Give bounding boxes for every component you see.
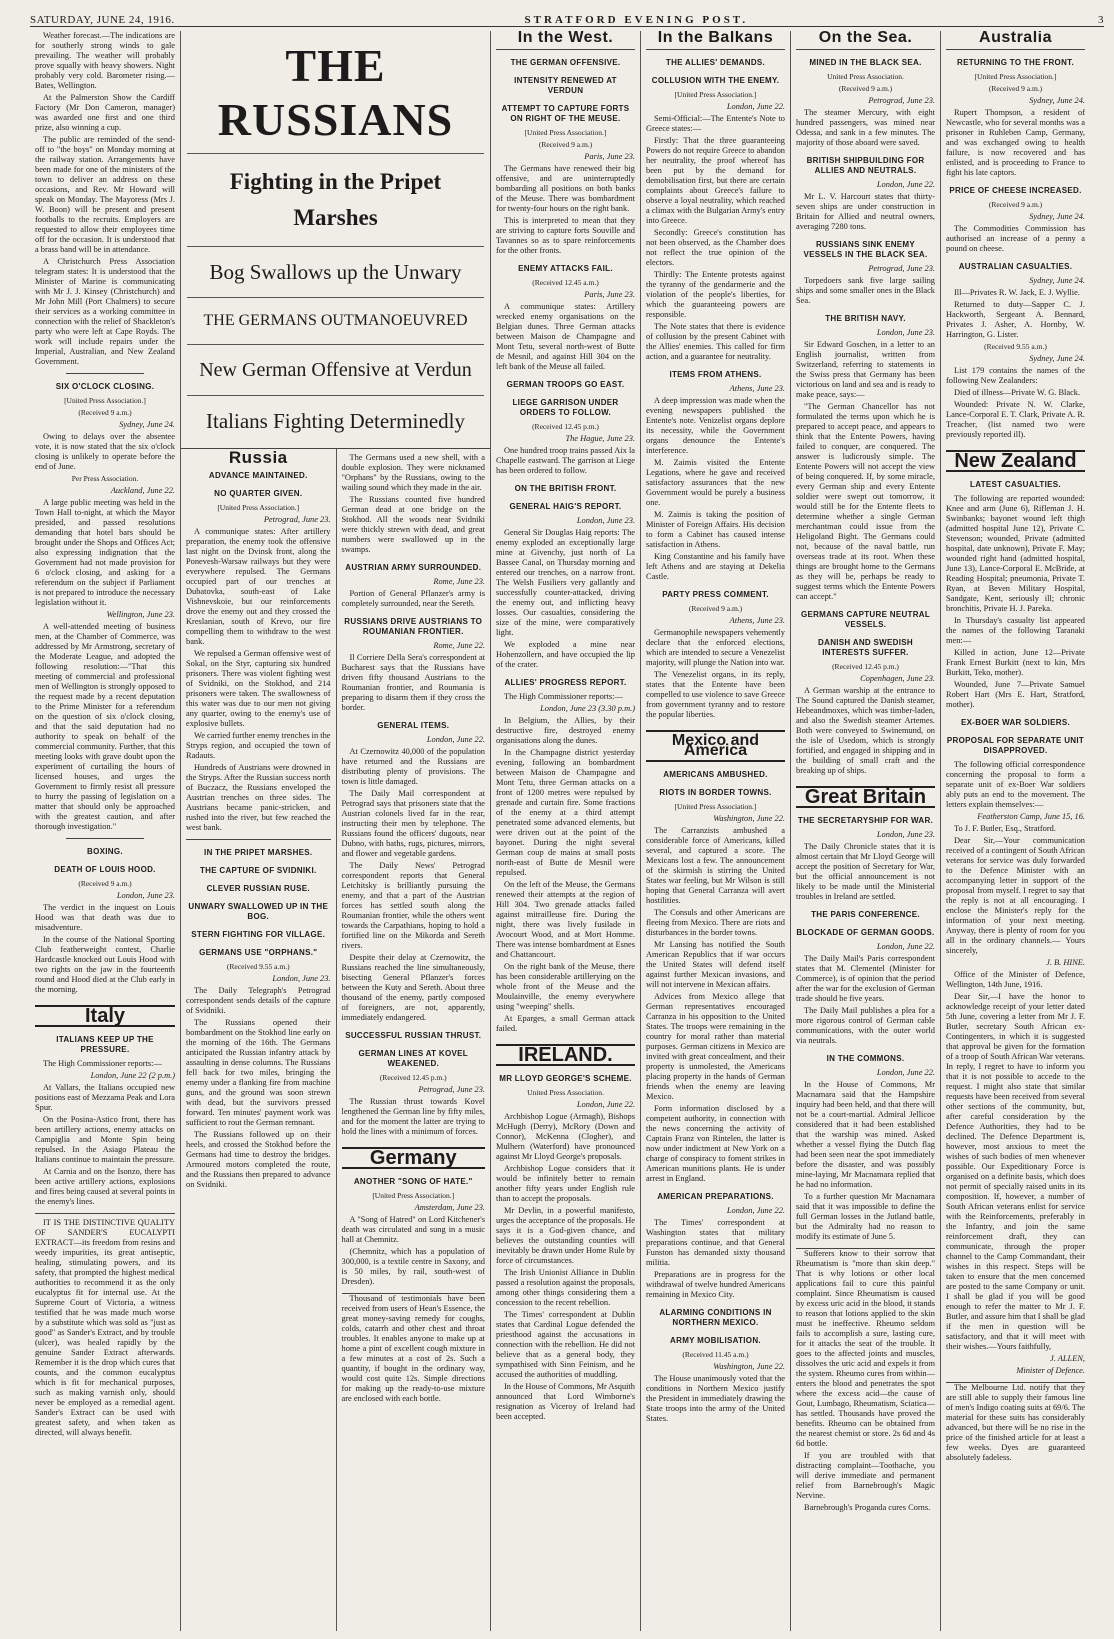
article-paragraph: In Thursday's casualty list appeared the names of the following Taranaki men:— xyxy=(946,616,1085,645)
subheading: BRITISH SHIPBUILDING FOR ALLIES AND NEUTRALS. xyxy=(806,156,925,175)
article-paragraph: Despite their delay at Czernowitz, the Russians reached the line simultaneously, bisecting General Pflanzer's forces between the Kuty and Sereth. About three thousand of the enemy, partly composed of foreigners, are not, apparently, immediately endangered. xyxy=(341,953,485,1022)
article-paragraph: Secondly: Greece's constitution has not been observed, as the Chamber does not reflect the true opinion of the electors. xyxy=(646,228,785,267)
signature: J. B. HINE. xyxy=(1046,958,1085,967)
article-paragraph: Semi-Official:—The Entente's Note to Greece states:— xyxy=(646,114,785,133)
outmanoeuvred-headline: THE GERMANS OUTMANOEUVRED xyxy=(203,312,468,329)
mexico-heading: Mexico and America xyxy=(646,730,785,762)
article-paragraph: Wounded, June 7—Private Samuel Robert Hart (Mrs E. Hart, Stratford, mother). xyxy=(946,680,1085,709)
article-paragraph: We exploded a mine near Hohenzollern, and have occupied the lip of the crater. xyxy=(496,640,635,669)
dateline: London, June 22. xyxy=(726,1206,785,1215)
article-paragraph: The Russians opened their bombardment on the Stokhod line early on the morning of the 16th. The Germans anticipated the Russian infantry attack by assaulting in dense columns. The Russians fell back for two miles, bringing the enemy under a flanking fire from machine guns, and the ground was soon strewn with dead, but the survivors pressed forward. Ten minutes' payment work was sufficient to rout the German remnant. xyxy=(186,1018,331,1127)
received-time: (Received 9.55 a.m.) xyxy=(984,342,1047,351)
ireland-heading: IRELAND. xyxy=(496,1044,635,1066)
subheading: LATEST CASUALTIES. xyxy=(970,480,1061,489)
article-paragraph: General Sir Douglas Haig reports: The enemy exploded an exceptionally large mine at Givenchy, just north of La Bassee Canal, on Thursday morning and entered our trenches, on a narrow front. The Welsh Fusiliers very gallantly and successfully counter-attacked, driving the enemy out, and inflicting heavy losses. Our casualties, considering the size of the mine, were comparatively light. xyxy=(496,528,635,637)
article-paragraph: Firstly: That the three guaranteeing Powers do not require Greece to abandon her neutrality, the proof whereof has been put by the demand for demobilisation first, but there are certain complaints about Greece's failure to observe a loyal neutrality, which reached a climax with the Bulgarian Army's entry into Greece. xyxy=(646,136,785,225)
subheading: NO QUARTER GIVEN. xyxy=(214,489,303,498)
dateline: Paris, June 23. xyxy=(584,152,635,161)
column-balkans xyxy=(640,31,790,1631)
article-paragraph: On the left of the Meuse, the Germans renewed their attempts at the region of Hill 304. Two grenade attacks failed against mitrailleuse fire. During the night, there was lively fusilade in Avocourt Wood, and at Mort Homme. There was intense bombardment at Esnes and Chattancourt. xyxy=(496,880,635,959)
article-paragraph: The Note states that there is evidence of collusion by the present Cabinet with the Allies' enemies. This called for firm action, and a guarantee for neutrality. xyxy=(646,322,785,361)
article-paragraph: Archbishop Logue (Armagh), Bishops McHugh (Derry), McRory (Down and Connor), McKenna (Clogher), and Mulhern (Waterford) have pronounced against Mr Lloyd George's proposals. xyxy=(496,1112,635,1161)
issue-date: SATURDAY, JUNE 24, 1916. xyxy=(30,14,175,26)
article-paragraph: A communique states: After artillery preparation, the enemy took the offensive last night on the Dvinsk front, along the Ponevesh-Warsaw railways but they were everywhere repulsed. The Germans occupied part of our trenches at Dubatovka, south-east of Lake Vishnevskoie, but our reinforcements drove the enemy out and they crossed the Kreslanian, south of Krevo, our fire compelling them to withdraw to the west bank. xyxy=(186,527,331,646)
article-paragraph: Il Corriere Della Sera's correspondent at Bucharest says that the Russians have driven fifty thousand Austrians to the Roumanian frontier, and Roumania is preparing to disarm them if they cross the border. xyxy=(341,653,485,712)
subheading: THE BRITISH NAVY. xyxy=(825,314,906,323)
dateline: Petrograd, June 23. xyxy=(263,515,331,524)
dateline: The Hague, June 23. xyxy=(565,434,635,443)
column-russians xyxy=(180,31,490,1631)
article-paragraph: The Times' correspondent at Dublin states that Cardinal Logue defended the priesthood against the accusations in connection with the rebellion. He did not believe that as a general body, they sympathised with Sinn Feinism, and he accused the authorities of muddling. xyxy=(496,1310,635,1379)
corns-advert: Barnebrough's Proganda cures Corns. xyxy=(804,1503,931,1512)
article-paragraph: The Germans used a new shell, with a double explosion. They were nicknamed "Orphans" by the Russians, owing to the wailing sound which they made in the air. xyxy=(341,453,485,492)
subheading: GENERAL HAIG'S REPORT. xyxy=(509,502,622,511)
article-paragraph: Hundreds of Austrians were drowned in the Stryps. After the Russian success north of Buczacz, the Russians enveloped the Austrian trenches on three sides. The Austrians became panic-stricken, and rushed into the river, but few reached the west bank. xyxy=(186,763,331,832)
subheading: BLOCKADE OF GERMAN GOODS. xyxy=(796,928,935,937)
dateline: London, June 23. xyxy=(876,830,935,839)
italy-subheading: ITALIANS KEEP UP THE PRESSURE. xyxy=(56,1035,154,1054)
column-west xyxy=(490,31,640,1631)
dateline: Sydney, June 24. xyxy=(1029,354,1085,363)
subheading: EX-BOER WAR SOLDIERS. xyxy=(961,718,1070,727)
subheading: ADVANCE MAINTAINED. xyxy=(208,471,308,480)
article-paragraph: The High Commissioner reports:— xyxy=(504,692,623,701)
article-paragraph: The Times' correspondent at Washington states that military preparations continue, and that General Funston has demanded sixty thousand militia. xyxy=(646,1218,785,1267)
subheading: IN THE PRIPET MARSHES. xyxy=(204,848,313,857)
pripet-headline: Fighting in the Pripet Marshes xyxy=(229,169,442,230)
subheading: CLEVER RUSSIAN RUSE. xyxy=(206,884,310,893)
article-paragraph: The Russian thrust towards Kovel lengthened the German line by fifty miles, and for the moment the latter are trying to hold the lines with a minimum of forces. xyxy=(341,1097,485,1136)
article-paragraph: "The German Chancellor has not formulated the terms upon which he is prepared to accept peace, and appears to think that the Entente Powers, having failed to conquer, are conquered. The answer is ludicrously simple. The Entente Powers will not accept the view of being conquered. If, by some miracle, every German ship and every Entente soldier were swept out tomorrow, it would still be for the Entente fleets to determine whether a single German merchantman could issue from the Heligoland Bight. The Germans could not, because of the naval battle, run overseas trade at its root. When these things are brought home to the Germans as they will be, perhaps be ready to suggest terms which the Entente Powers can accept." xyxy=(796,402,935,601)
press-credit: [United Press Association.] xyxy=(974,72,1057,81)
received-time: (Received 9 a.m.) xyxy=(78,879,132,888)
masthead xyxy=(30,8,1104,27)
article-paragraph: At Vallars, the Italians occupied new positions east of Mezzama Peak and Lora Spur. xyxy=(35,1083,175,1112)
article-paragraph: The Russians counted five hundred German dead at one bridge on the Stokhod. All the woods near Svidniki were thickly strewn with dead, and great numbers were swallowed up in the swamps. xyxy=(341,495,485,554)
boxing-subheading: DEATH OF LOUIS HOOD. xyxy=(54,865,156,874)
article-paragraph: In the House of Commons, Mr Macnamara said that the Hampshire inquiry had been held, and that there will not be a court-martial. Admiral Jellicoe considered that it had been established that the warship was mined. Asked whether a vessel flying the Dutch flag had been seen near the spot immediately before the disaster, and was possibly mine-laying, Mr Macnamara replied that he had no information. xyxy=(796,1080,935,1189)
dateline: Auckland, June 22. xyxy=(110,486,175,495)
subheading: ARMY MOBILISATION. xyxy=(670,1336,761,1345)
column-russia-left xyxy=(181,449,336,1631)
article-paragraph: Germanophile newspapers vehemently declare that the enforced elections, which are intended to secure a Venezelist majority, will plunge the Nation into war. xyxy=(646,628,785,667)
subheading: IN THE COMMONS. xyxy=(826,1054,905,1063)
subheading: ATTEMPT TO CAPTURE FORTS ON RIGHT OF THE MEUSE. xyxy=(501,104,630,123)
article-paragraph: A deep impression was made when the evening newspapers published the Entente's note. Venizelist organs deplore its necessity, while the Government organs denounce the Entente's interference. xyxy=(646,396,785,455)
article-paragraph: At Eparges, a small German attack failed. xyxy=(496,1014,635,1033)
dateline: Sydney, June 24. xyxy=(1029,212,1085,221)
article-paragraph: In the Champagne district yesterday evening, following an bombardment between Maison de Champagne and Mont Tetu, three German attacks on a front of 1200 metres were repulsed by grenade and curtain fire. Some fractions of the enemy at a third attempt penetrated some advanced elements, but were driven out at the point of the bayonet. During the night several German coup de mains at small posts north-east of Butte de Mesnil were repulsed. xyxy=(496,748,635,877)
article-paragraph: The Germans have renewed their big offensive, and are uninterruptedly bombarding all positions on both banks of the Meuse. There was bombardment for twenty-four hours on the right bank. xyxy=(496,164,635,213)
article-paragraph: Dear Sir,—I have the honor to acknowledge receipt of your letter dated 5th June, covering a letter from Mr J. F. Butler, secretary South African ex-Contingenters, in which it is suggested that approval be given for the formation of a troop of South African War veterans. In reply, I regret to have to inform you that it is not possible to accede to the request. I might also state that similar requests have been received from several other sections of the community, but, after careful consideration by the Defence Authorities, they had to be declined. The Defence Department is, however, most anxious to meet the wishes of such bodies of men whenever possible. Our Expeditionary Force is organised on a definite basis, which does not permit of specially raised units in its composition. If, however, a number of South African veterans enlist for service with the Reinforcements, preferably in the Infantry, and join the same reinforcement draft, they can communicate, through the proper channel to the Camp Commandant, their wishes in this respect. Steps will be taken to ensure that the men concerned are posted to the same Company or unit. I shall be glad if you will be good enough to refer the matter to Mr J. F. Butler, and assure him that I shall be glad if the men in question will be satisfactory, and that it will meet with their wishes.—Yours faithfully, xyxy=(946,992,1085,1351)
balkans-heading: In the Balkans xyxy=(657,31,774,46)
subheading: GERMAN LINES AT KOVEL WEAKENED. xyxy=(358,1049,468,1068)
article-paragraph: The Russians followed up on their heels, and crossed the Stokhod before the Germans had time to destroy the bridges. Armoured motors completed the route, and the Russians then prepared to advance on Svidniki. xyxy=(186,1130,331,1189)
dateline: London, June 22. xyxy=(726,102,785,111)
subheading: INTENSITY RENEWED AT VERDUN xyxy=(514,76,617,95)
received-time: (Received 9 a.m.) xyxy=(78,408,132,417)
heans-essence-advert: Thousand of testimonials have been received from users of Hean's Essence, the great money-saving remedy for coughs, colds, catarrh and other chest and throat troubles. It enables anyone to make up at home a pint of excellent cough mixture in a few minutes at a cost of 2s. Such a quantity, if bought in the ordinary way, would cost quite 12s. Simple directions for making up the ready-to-use mixture are enclosed with each bottle. xyxy=(341,1294,485,1403)
column-local-news xyxy=(30,31,180,1631)
dateline: Featherston Camp, June 15, 16. xyxy=(977,812,1085,821)
received-time: (Received 12.45 p.m.) xyxy=(532,422,599,431)
article-paragraph: King Constantine and his family have left Athens and are staying at Dekelia Castle. xyxy=(646,552,785,581)
subheading: PROPOSAL FOR SEPARATE UNIT DISAPPROVED. xyxy=(946,736,1085,755)
received-time: (Received 11.45 a.m.) xyxy=(682,1350,749,1359)
subheading: AMERICAN PREPARATIONS. xyxy=(657,1192,774,1201)
dateline: London, June 22. xyxy=(876,942,935,951)
dateline: London, June 23. xyxy=(272,974,331,983)
received-time: (Received 9.55 a.m.) xyxy=(226,962,290,971)
subheading: GERMANS CAPTURE NEUTRAL VESSELS. xyxy=(800,610,931,629)
article-paragraph: Owing to delays over the absentee vote, it is now stated that the six o'clock closing is unlikely to operate before the end of June. xyxy=(35,432,175,471)
subheading: GENERAL ITEMS. xyxy=(377,721,450,730)
article-paragraph: Thirdly: The Entente protests against the tyranny of the gendarmerie and the violation of the people's liberties, for which the guaranteeing powers are responsible. xyxy=(646,270,785,319)
dateline: Petrograd, June 23. xyxy=(868,96,935,105)
article-paragraph: At Carnia and on the Isonzo, there has been active artillery actions, explosions and fires being caused at several points in the enemy's lines. xyxy=(35,1167,175,1206)
subheading: RUSSIANS DRIVE AUSTRIANS TO ROUMANIAN FRONTIER. xyxy=(344,617,483,636)
bog-headline: Bog Swallows up the Unwary xyxy=(209,260,462,284)
dateline: London, June 22. xyxy=(426,735,485,744)
article-paragraph: In the House of Commons, Mr Asquith announced that Lord Wimborne's resignation as Viceroy of Ireland had been accepted. xyxy=(496,1382,635,1421)
article-paragraph: On the right bank of the Meuse, there has been considerable artillerying on the whole front of the Meuse and the Moulainville, the enemy everywhere using "weeping" shells. xyxy=(496,962,635,1011)
article-paragraph: The following are reported wounded: Knee and arm (June 6), Rifleman J. H. Swinbanks; bayonet wound left thigh (admitted hospital June 12), Private C. Stevenson; wounded, Private (admitted hospital, date unknown), Private F. May; wounded right hand (admitted hospital, June 13), Lance-Corporal E. McBride, at Reading Hospital; pneumonia, Private T. Ryan, at Beven Military Hospital, Sandgate, Kent, seriously ill; chronic bronchitis, Private H. J. Pareka. xyxy=(946,494,1085,613)
press-credit: [United Press Association.] xyxy=(372,1191,455,1200)
signature: Minister of Defence. xyxy=(1016,1366,1085,1375)
toothache-advert: If you are troubled with that distracting complaint—Toothache, you will derive immediate and permanent relief from Barnebrough's Magic Nervine. xyxy=(796,1451,935,1500)
sanders-advert: IT IS THE DISTINCTIVE QUALITY OF SANDER'S EUCALYPTI EXTRACT—its freedom from resins and weedy impurities, its great antiseptic, healing, stimulating powers, and its safety, that prompted the highest medical authorities to recommend it as the only eucalyptus fit for internal use. At the Supreme Court of Victoria, a witness testified that he was made much worse by a substitute which was sold as "just as good" as Sander's Extract, and by trouble (ulcer), was healed rapidly by the genuine Sander Extract afterwards. Remember it is the drop which cures that counts, and the common eucalyptus which is fit for mechanical purposes, such as making varnish only, should never be employed as a remedial agent. Sander's Extract can be used with greatest safety, and when taken as directed, will always benefit. xyxy=(35,1218,175,1437)
received-time: (Received 12.45 a.m.) xyxy=(532,278,599,287)
article-paragraph: The Commodities Commission has authorised an increase of a penny a pound on cheese. xyxy=(946,224,1085,253)
article-paragraph: M. Zaimis visited the Entente Legations, where he gave and received satisfactory assurances that the new Government would be purely a business one. xyxy=(646,458,785,507)
new-zealand-heading: New Zealand xyxy=(946,450,1085,472)
subheading: STERN FIGHTING FOR VILLAGE. xyxy=(191,930,326,939)
article-paragraph: Killed in action, June 12—Private Frank Ernest Burkitt (next to kin, Mrs Burkitt, Teko, mother). xyxy=(946,648,1085,677)
russians-title: THE RUSSIANS xyxy=(217,40,454,145)
dateline: Washington, June 22. xyxy=(713,1362,785,1371)
article-paragraph: Sir Edward Goschen, in a letter to an English journalist, written from Switzerland, referring to statements in the Swiss press that Germany has been victorious on land and sea and is ready to make peace, says:— xyxy=(796,340,935,399)
dateline: Sydney, June 24. xyxy=(1029,276,1085,285)
column-sea xyxy=(790,31,940,1631)
dateline: London, June 23 (3.30 p.m.) xyxy=(540,704,635,713)
article-paragraph: Portion of General Pflanzer's army is completely surrounded, near the Sereth. xyxy=(341,589,485,608)
press-credit: Per Press Association. xyxy=(71,474,139,483)
subheading: LIEGE GARRISON UNDER ORDERS TO FOLLOW. xyxy=(512,398,619,417)
press-credit: United Press Association. xyxy=(527,1088,604,1097)
press-credit: [United Press Association.] xyxy=(674,802,757,811)
dateline: Wellington, June 23. xyxy=(106,610,175,619)
dateline: Rome, June 22. xyxy=(433,641,485,650)
germany-heading: Germany xyxy=(342,1147,486,1169)
press-credit: [United Press Association.] xyxy=(217,503,300,512)
rheumo-advert: Sufferers know to their sorrow that Rheumatism is "more than skin deep." That is why lotions or other local applications fail to cure this painful complaint. Since Rheumatism is caused by excess uric acid in the blood, it stands to reason that lotions applied to the skin must be ineffective. Rheumo seldom fails to accomplish a sure, lasting cure, for it attacks the seat of the trouble. It goes to the affected joints and muscles, dissolves the uric acid and expels it from the system. Rheumo cures from within—enters the blood and penetrates the spot where the excess acid—the cause of Gout, Lumbago, Rheumatism, Sciatica—has settled. Thousands have proved the benefits. Rheumo can be obtained from the nearest chemist or store. 2s 6d and 4s 6d bottle. xyxy=(796,1249,935,1448)
subheading: MR LLOYD GEORGE'S SCHEME. xyxy=(499,1074,632,1083)
dateline: Washington, June 22. xyxy=(713,814,785,823)
subheading: GERMANS USE "ORPHANS." xyxy=(199,948,318,957)
subheading: GERMAN TROOPS GO EAST. xyxy=(506,380,625,389)
received-time: (Received 9 a.m.) xyxy=(838,84,893,93)
christchurch-paragraph: A Christchurch Press Association telegram states: It is understood that the Minister of Marine is communicating with Mr J. J. Kinsey (Christchurch) and Mr John Mill (Port Chalmers) to secure their services as a working committee in connection with the relief of Shackleton's party who were left at Cape Royds. The work will include repairs under the Imperial, Australian, and New Zealand Government. xyxy=(35,257,175,366)
italy-heading: Italy xyxy=(35,1005,175,1027)
dateline: Rome, June 23. xyxy=(433,577,485,586)
dateline: Amsterdam, June 23. xyxy=(414,1203,485,1212)
article-paragraph: The following official correspondence concerning the proposal to form a separate unit of ex-Boer War soldiers ably puts an end to the movement. The letters explain themselves:— xyxy=(946,760,1085,809)
press-credit: [United Press Association.] xyxy=(64,396,146,405)
australia-heading: Australia xyxy=(979,31,1052,46)
subheading: THE ALLIES' DEMANDS. xyxy=(665,58,766,67)
received-time: (Received 9 a.m.) xyxy=(988,84,1043,93)
dateline: London, June 23. xyxy=(876,328,935,337)
subheading: PARTY PRESS COMMENT. xyxy=(662,590,769,599)
article-paragraph: In the course of the National Sporting Club featherweight contest, Charlie Hardcastle knocked out Louis Hood with two rights on the jaw in the fourteenth round and Hood died at the Club early in the morning. xyxy=(35,935,175,994)
melbourne-advert: The Melbourne Ltd. notify that they are still able to supply their famous line of men's Indigo coating suits at 69/6. The material for these suits has considerably advanced, but there will be no rise in the price of the finished article for at least a few weeks. Dyes are guaranteed absolutely fadeless. xyxy=(946,1383,1085,1462)
subheading: AMERICANS AMBUSHED. xyxy=(663,770,768,779)
dateline: London, June 22 (2 p.m.) xyxy=(90,1071,175,1080)
page-number: 3 xyxy=(1098,14,1104,26)
dateline: Sydney, June 24. xyxy=(1029,96,1085,105)
article-paragraph: List 179 contains the names of the following New Zealanders: xyxy=(946,366,1085,385)
dateline: Athens, June 23. xyxy=(729,384,785,393)
subheading: RIOTS IN BORDER TOWNS. xyxy=(659,788,772,797)
article-paragraph: At Czernowitz 40,000 of the population have returned and the Russians are distributing plenty of provisions. The town is little damaged. xyxy=(341,747,485,786)
subheading: ON THE BRITISH FRONT. xyxy=(514,484,617,493)
dateline: London, June 23. xyxy=(576,516,635,525)
subheading: UNWARY SWALLOWED UP IN THE BOG. xyxy=(188,902,329,921)
subheading: ALLIES' PROGRESS REPORT. xyxy=(504,678,627,687)
six-oclock-heading: SIX O'CLOCK CLOSING. xyxy=(55,382,155,391)
article-paragraph: Dear Sir,—Your communication received of a contingent of South African veterans for service was duly forwarded to the Defence Minister with an accompanying letter in support of the proposal from myself. I regret to say that the reply is not at all encouraging. I enclose the Minister's reply for the information of your next meeting. Anyway, there is plenty of room for you all in the ordinary channels.— Yours sincerely, xyxy=(946,836,1085,955)
received-time: (Received 12.45 p.m.) xyxy=(832,662,899,671)
subheading: ALARMING CONDITIONS IN NORTHERN MEXICO. xyxy=(659,1308,772,1327)
article-paragraph: One hundred troop trains passed Aix la Chapelle eastward. The garrison at Liege has been ordered to follow. xyxy=(496,446,635,475)
dateline: London, June 23. xyxy=(116,891,175,900)
dateline: London, June 22. xyxy=(576,1100,635,1109)
article-paragraph: This is interpreted to mean that they are striving to capture forts Souville and Tavannes so as to spare reinforcements for the other fronts. xyxy=(496,216,635,255)
subheading: RUSSIANS SINK ENEMY VESSELS IN THE BLACK SEA. xyxy=(803,240,928,259)
subheading: RETURNING TO THE FRONT. xyxy=(957,58,1074,67)
article-paragraph: Ill—Privates R. W. Jack, E. J. Wyllie. xyxy=(954,288,1080,297)
subheading: PRICE OF CHEESE INCREASED. xyxy=(949,186,1082,195)
article-paragraph: Preparations are in progress for the withdrawal of twelve hundred Americans remaining in Mexico City. xyxy=(646,1270,785,1299)
press-credit: [United Press Association.] xyxy=(674,90,757,99)
article-paragraph: The Daily Mail's Paris correspondent states that M. Clementel (Minister for Commerce), is of opinion that the period after the war for the exclusion of German trade should be five years. xyxy=(796,954,935,1003)
article-paragraph: The Daily Mail publishes a plea for a more rigorous control of German cable communications, with the outer world via neutrals. xyxy=(796,1006,935,1045)
subheading: COLLUSION WITH THE ENEMY. xyxy=(651,76,780,85)
press-credit: [United Press Association.] xyxy=(524,128,607,137)
article-paragraph: Advices from Mexico allege that German representatives encouraged Carranza in his opposition to the United States. The troops were remaining in the country for moral rather than material purposes. German citizens in Mexico are invited with great concealment, and their property is unmolested, the Americans placing property in the hands of German friends when the enemy are leaving Mexico. xyxy=(646,992,785,1101)
west-heading: In the West. xyxy=(517,31,614,46)
dateline: London, June 22. xyxy=(876,1068,935,1077)
palmerston-paragraph: At the Palmerston Show the Cardiff Factory (Mr Don Cameron, manager) was awarded one first and one third prize, also winning a cup. xyxy=(35,93,175,132)
article-paragraph: Mr Lansing has notified the South American Republics that if war occurs the United States will defend itself against further Mexican invasions, and will not intervene in Mexican affairs. xyxy=(646,940,785,989)
subheading: ANOTHER "SONG OF HATE." xyxy=(353,1177,473,1186)
article-paragraph: A "Song of Hatred" on Lord Kitchener's death was circulated and sung in a music hall at Chemnitz. xyxy=(341,1215,485,1244)
article-paragraph: M. Zaimis is taking the position of Minister of Foreign Affairs. His decision to form a Cabinet has caused intense satisfaction in Athens. xyxy=(646,510,785,549)
dateline: London, June 22. xyxy=(876,180,935,189)
subheading: SUCCESSFUL RUSSIAN THRUST. xyxy=(345,1031,482,1040)
subheading: AUSTRALIAN CASUALTIES. xyxy=(958,262,1073,271)
paper-title: STRATFORD EVENING POST. xyxy=(524,14,749,26)
article-paragraph: A large public meeting was held in the Town Hall to-night, at which the Mayor presided, and passed resolutions demanding that hotel bars should be brought under the Shops and Offices Act; also expressing indignation that the Government had not made provision for 6 o'clock closing, and asking for a referendum on the subject if Parliament is not prepared to introduce the necessary legislation without it. xyxy=(35,498,175,607)
column-russia-right xyxy=(336,449,491,1631)
dateline: Petrograd, June 23. xyxy=(418,1085,485,1094)
sea-heading: On the Sea. xyxy=(818,31,913,46)
article-paragraph: The House unanimously voted that the conditions in Northern Mexico justify the President in immediately drawing the State troops into the army of the United States. xyxy=(646,1374,785,1423)
article-paragraph: To a further question Mr Macnamara said that it was impossible to define the full German losses in the Jutland battle, but the Admiralty had no reason to modify its estimate of June 5. xyxy=(796,1192,935,1241)
weather-paragraph: Weather forecast.—The indications are for southerly strong winds to gale prevailing. The weather will probably prove squally with heavy showers. Night probably very cold. Barometer rising.—Bates, Wellington. xyxy=(35,31,175,90)
article-paragraph: In Belgium, the Allies, by their destructive fire, destroyed enemy organisations along the dunes. xyxy=(496,716,635,745)
received-time: (Received 12.45 p.m.) xyxy=(379,1073,447,1082)
article-paragraph: The High Commissioner reports:— xyxy=(43,1059,162,1068)
verdun-headline: New German Offensive at Verdun xyxy=(199,359,472,381)
article-paragraph: The Daily News' Petrograd correspondent reports that General Letchitsky is brilliantly pursuing the enemy, and that a part of the Austrian forces has settled south along the Roumanian frontier, while the others went towards the Carpathians, hoping to hold a fortified line on the Mikorda and Sereth rivers. xyxy=(341,861,485,950)
article-paragraph: Returned to duty—Sapper C. J. Hackworth, Sergeant A. Bennard, Privates J. Asher, A. Hornby, W. Harrington, G. Lister. xyxy=(946,300,1085,339)
italians-headline: Italians Fighting Determinedly xyxy=(206,409,465,433)
article-paragraph: The Daily Chronicle states that it is almost certain that Mr Lloyd George will accept the position of Secretary for War, but the official announcement is not likely to be made until the Ministerial troubles in Ireland are settled. xyxy=(796,842,935,901)
article-paragraph: Form information disclosed by a competent authority, in connection with the news concerning the activity of Captain Franz von Rintelen, the latter is now under indictment at New York on a charge of conspiracy to foment strikes in American munitions plants. He is under arrest in England. xyxy=(646,1104,785,1183)
dateline: Sydney, June 24. xyxy=(119,420,175,429)
article-paragraph: To J. F. Butler, Esq., Stratford. xyxy=(954,824,1056,833)
article-paragraph: We repulsed a German offensive west of Sokal, on the Styr, capturing six hundred prisoners. There was violent fighting west of Svidniki, on the Stokhod, and 214 prisoners were taken. The swallowness of this water was due to our men not giving any quarter, owing to the enemy's use of explosive bullets. xyxy=(186,649,331,728)
great-britain-heading: Great Britain xyxy=(796,786,935,808)
article-paragraph: The steamer Mercury, with eight hundred passengers, was mined near Odessa, and sank in a few minutes. The majority of those aboard were saved. xyxy=(796,108,935,147)
article-paragraph: Wounded: Private N. W. Clarke, Lance-Corporal E. T. Clark, Private A. R. Treacher, (list named two were previously reported ill). xyxy=(946,400,1086,439)
dateline: Athens, June 23. xyxy=(729,616,785,625)
russians-banner xyxy=(181,39,490,449)
article-paragraph: The Irish Unionist Alliance in Dublin passed a resolution against the proposals, among other things considering them a concession to the recent rebellion. xyxy=(496,1268,635,1307)
article-paragraph: On the Posina-Astico front, there has been artillery actions, enemy attacks on Campiglia and Monte Spin being repulsed. In the Asiago Plateau the Italians continue to maintain the pressure. xyxy=(35,1115,176,1164)
article-paragraph: Mr L. V. Harcourt states that thirty-seven ships are under construction in Britain for Allied and neutral owners, averaging 7280 tons. xyxy=(796,192,935,231)
column-australia xyxy=(940,31,1090,1631)
article-paragraph: The Carranzists ambushed a considerable force of Americans, killed several, and captured a score. The Mexicans lost a few. The announcement of the skirmish is stirring the United States war feeling, but Mr Wilson is still hoping that General Carranza will avert hostilities. xyxy=(646,826,785,905)
article-paragraph: (Chemnitz, which has a population of 300,000, is a textile centre in Saxony, and is 50 miles, by rail, south-west of Dresden). xyxy=(341,1247,485,1286)
article-paragraph: The Consuls and other Americans are fleeing from Mexico. There are riots and disturbances in the border towns. xyxy=(646,908,785,937)
dateline: Paris, June 23. xyxy=(584,290,635,299)
subheading: DANISH AND SWEDISH INTERESTS SUFFER. xyxy=(818,638,913,657)
article-paragraph: Archbishop Logue considers that it would be infinitely better to remain another fifty years under English rule than to accept the proposals. xyxy=(496,1164,635,1203)
article-paragraph: Mr Devlin, in a powerful manifesto, urges the acceptance of the proposals. He says it is a God-given chance, and believes the outstanding counties will inevitably be drawn under Home Rule by force of circumstances. xyxy=(496,1206,635,1265)
article-paragraph: Office of the Minister of Defence, Wellington, 14th June, 1916. xyxy=(946,970,1085,989)
article-paragraph: Torpedoers sank five large sailing ships and some smaller ones in the Black Sea. xyxy=(796,276,935,305)
received-time: (Received 9 a.m.) xyxy=(988,200,1043,209)
subheading: MINED IN THE BLACK SEA. xyxy=(809,58,922,67)
subheading: THE PARIS CONFERENCE. xyxy=(811,910,920,919)
article-paragraph: The Venezelist organs, in its reply, states that the Entente have been compelled to use violence to save Greece from government tyranny and to restore the popular liberties. xyxy=(646,670,785,719)
subheading: AUSTRIAN ARMY SURROUNDED. xyxy=(345,563,482,572)
article-paragraph: A German warship at the entrance to The Sound captured the Danish steamer, Hebeandmoxes, which was timber-laden, and also the Swedish steamer Artemes. Both were conveyed to Swinemund, on the isle of Usedom, which is strongly fortified, and engaged in shipping and in the building of small craft and the breaking up of ships. xyxy=(796,686,935,775)
article-paragraph: The Daily Mail correspondent at Petrograd says that prisoners state that the Austrian colonels lived far in the rear, instructing their men by telephone. The Russians found the officers' dugouts, near Dubno, with baths, rugs, pictures, mirrors, and flower and vegetable gardens. xyxy=(341,789,485,858)
received-time: (Received 9 a.m.) xyxy=(538,140,593,149)
signature: J. ALLEN, xyxy=(1050,1354,1085,1363)
russia-heading: Russia xyxy=(228,449,288,467)
received-time: (Received 9 a.m.) xyxy=(688,604,743,613)
article-paragraph: Died of illness—Private W. G. Black. xyxy=(954,388,1081,397)
subheading: THE SECRETARYSHIP FOR WAR. xyxy=(797,816,934,825)
article-paragraph: A well-attended meeting of business men, at the Chamber of Commerce, was addressed by Mr Armstrong, secretary of the Moderate League, and adopted the following resolution:—"That this meeting of commercial and professional men of Wellington is strongly opposed to the request made by a recent deputation to the Prime Minister for a referendum on the question of six o'clock closing, and that the said deputation had no authority to speak on behalf of the commercial community. Further, that this meeting looks with grave doubt upon the experiment of curtailing the hours of licensed houses, and urges the Government to firmly resist all pressure to hurry the passing of legislation on a matter that should only be approached with the greatest caution, and after thorough investigation." xyxy=(35,622,175,831)
sendoff-paragraph: The public are reminded of the send-off to "the boys" on Monday morning at the railway station. Arrangements have been made for one of the ministers of the town to deliver an address on these occasions, and Rev. Mr Howard will speak on Monday. The Mayoress (Mrs J. W. Boon) will be present and present footballs to the recruits. Employers are requested to allow their employees time off for the occasion. It is understood that a brass band will be in attendance. xyxy=(35,135,175,254)
boxing-heading: BOXING. xyxy=(87,847,123,856)
dateline: Copenhagen, June 23. xyxy=(860,674,935,683)
subheading: THE CAPTURE OF SVIDNIKI. xyxy=(199,866,317,875)
subheading: THE GERMAN OFFENSIVE. xyxy=(510,58,621,67)
article-paragraph: Rupert Thompson, a resident of Newcastle, who for several months was a prisoner in Ruhleben Camp, Germany, and was exchanged owing to health failure, is now recovered and has enlisted, and is proceeding to France to fight his late captors. xyxy=(946,108,1085,177)
article-paragraph: The verdict in the inquest on Louis Hood was that death was due to misadventure. xyxy=(35,903,175,932)
article-paragraph: A communique states: Artillery wrecked enemy organisations on the Belgian dunes. Three German attacks between Maison de Champagne and Mont Tetu, several north-west of Butte de Mesnil, and against Hill 304 on the left bank of the Meuse all failed. xyxy=(496,302,635,371)
subheading: ENEMY ATTACKS FAIL. xyxy=(518,264,613,273)
article-paragraph: We carried further enemy trenches in the Stryps region, and occupied the town of Radauts. xyxy=(186,731,331,760)
dateline: Petrograd, June 23. xyxy=(868,264,935,273)
article-paragraph: The Daily Telegraph's Petrograd correspondent sends details of the capture of Svidniki. xyxy=(186,986,331,1015)
subheading: ITEMS FROM ATHENS. xyxy=(669,370,762,379)
press-credit: United Press Association. xyxy=(827,72,904,81)
